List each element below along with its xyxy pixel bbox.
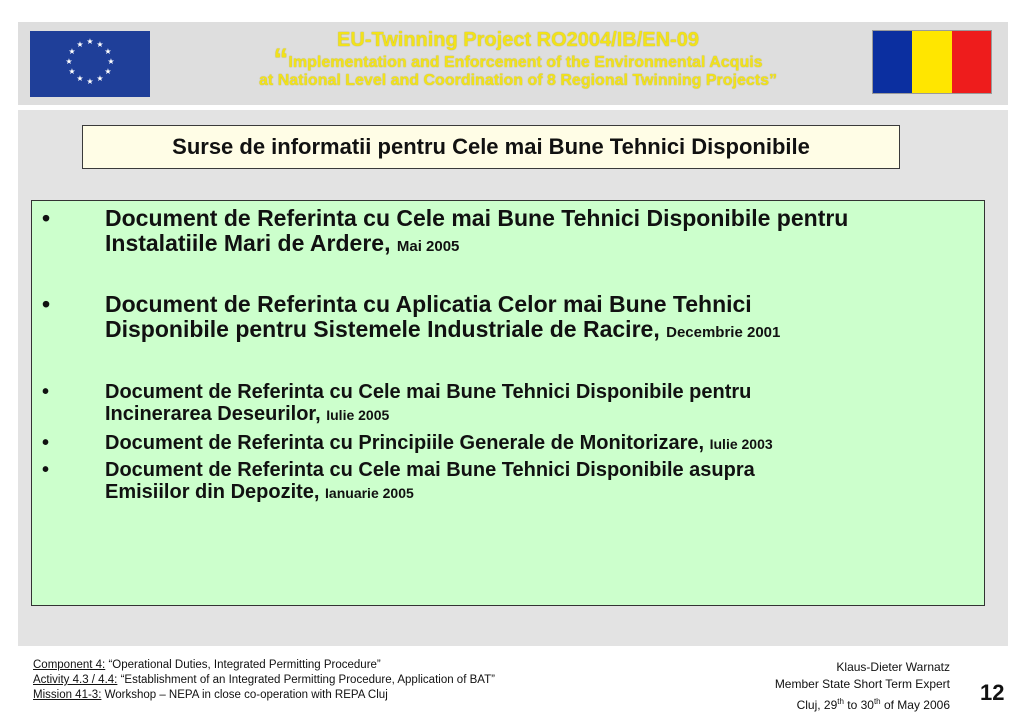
event-date-part: of May 2006 bbox=[880, 698, 950, 712]
list-item-text bbox=[105, 459, 965, 504]
list-item-line: Emisiilor din Depozite, bbox=[105, 481, 320, 503]
list-item-line: Document de Referinta cu Cele mai Bune Tehnici Disponibile pentru bbox=[105, 381, 752, 403]
event-date-part: Cluj, 29 bbox=[796, 698, 838, 712]
list-item-line: Document de Referinta cu Aplicatia Celor mai Bune Tehnici bbox=[105, 291, 752, 317]
event-date-sup: th bbox=[873, 697, 881, 706]
list-item-line: Document de Referinta cu Cele mai Bune Tehnici Disponibile pentru bbox=[105, 205, 849, 231]
bullet-symbol: • bbox=[42, 432, 50, 454]
svg-text:★: ★ bbox=[104, 67, 112, 76]
svg-text:★: ★ bbox=[68, 47, 76, 56]
footer-project-info bbox=[33, 658, 495, 703]
list-item-text bbox=[105, 292, 965, 345]
romania-flag-icon bbox=[872, 30, 992, 94]
flag-stripe-red bbox=[952, 31, 991, 93]
footer-expert-info bbox=[775, 659, 950, 714]
list-item-text bbox=[105, 432, 965, 455]
document-date: Mai 2005 bbox=[396, 238, 460, 255]
list-item-line: Incinerarea Deseurilor, bbox=[105, 403, 321, 425]
document-date: Iulie 2005 bbox=[326, 407, 390, 423]
bullet-symbol: • bbox=[42, 459, 50, 481]
event-date-part: to 30 bbox=[843, 698, 874, 712]
header-band bbox=[18, 22, 1008, 105]
svg-text:★: ★ bbox=[86, 77, 94, 86]
svg-text:★: ★ bbox=[65, 57, 73, 66]
bullet-list-box bbox=[31, 200, 985, 606]
project-code: EU-Twinning Project RO2004/IB/EN-09 bbox=[337, 29, 699, 51]
footer-activity-line bbox=[33, 673, 495, 688]
svg-text:★: ★ bbox=[68, 67, 76, 76]
event-date bbox=[775, 693, 950, 714]
document-date: Iulie 2003 bbox=[709, 436, 773, 452]
footer-mission-line bbox=[33, 688, 495, 703]
svg-text:★: ★ bbox=[86, 37, 94, 46]
footer-text: “Establishment of an Integrated Permitting Procedure, Application of BAT” bbox=[117, 674, 495, 686]
svg-text:★: ★ bbox=[104, 47, 112, 56]
event-date-sup: th bbox=[837, 697, 844, 706]
opening-quote: “ bbox=[273, 43, 289, 76]
footer-label: Component 4: bbox=[33, 659, 106, 671]
footer-text: Workshop – NEPA in close co-operation with REPA Cluj bbox=[101, 689, 388, 701]
document-date: Ianuarie 2005 bbox=[325, 485, 414, 501]
svg-text:★: ★ bbox=[96, 40, 104, 49]
bullet-symbol: • bbox=[42, 205, 51, 231]
footer-label: Mission 41-3: bbox=[33, 689, 102, 701]
list-item-line: Document de Referinta cu Cele mai Bune Tehnici Disponibile asupra bbox=[105, 459, 755, 481]
project-subtitle-text: Implementation and Enforcement of the Environmental Acquis bbox=[288, 54, 763, 71]
bullet-symbol: • bbox=[42, 381, 50, 403]
project-subtitle bbox=[168, 43, 868, 76]
expert-role: Member State Short Term Expert bbox=[774, 677, 950, 691]
flag-stripe-blue bbox=[873, 31, 912, 93]
footer-label: Activity 4.3 / 4.4: bbox=[33, 674, 118, 686]
expert-name: Klaus-Dieter Warnatz bbox=[836, 660, 950, 674]
slide-title: Surse de informatii pentru Cele mai Bune Tehnici Disponibile bbox=[82, 125, 900, 169]
list-item-line: Document de Referinta cu Principiile Generale de Monitorizare, bbox=[105, 432, 705, 454]
eu-stars bbox=[30, 31, 150, 97]
list-item-text bbox=[105, 381, 965, 426]
svg-text:★: ★ bbox=[107, 57, 115, 66]
svg-text:★: ★ bbox=[76, 40, 84, 49]
page-number: 12 bbox=[980, 680, 1005, 705]
list-item-text bbox=[105, 206, 965, 259]
project-subtitle-2: at National Level and Coordination of 8 Regional Twinning Projects” bbox=[259, 72, 777, 89]
document-date: Decembrie 2001 bbox=[666, 324, 781, 341]
bullet-symbol: • bbox=[42, 291, 51, 317]
svg-text:★: ★ bbox=[76, 74, 84, 83]
svg-text:★: ★ bbox=[96, 74, 104, 83]
project-title bbox=[168, 28, 868, 90]
flag-stripe-yellow bbox=[912, 31, 951, 93]
footer-component-line bbox=[33, 658, 495, 673]
list-item-line: Disponibile pentru Sistemele Industriale de Racire, bbox=[105, 316, 660, 342]
eu-flag-icon bbox=[30, 31, 150, 97]
list-item-line: Instalatiile Mari de Ardere, bbox=[105, 230, 391, 256]
footer-text: “Operational Duties, Integrated Permitting Procedure” bbox=[105, 659, 381, 671]
